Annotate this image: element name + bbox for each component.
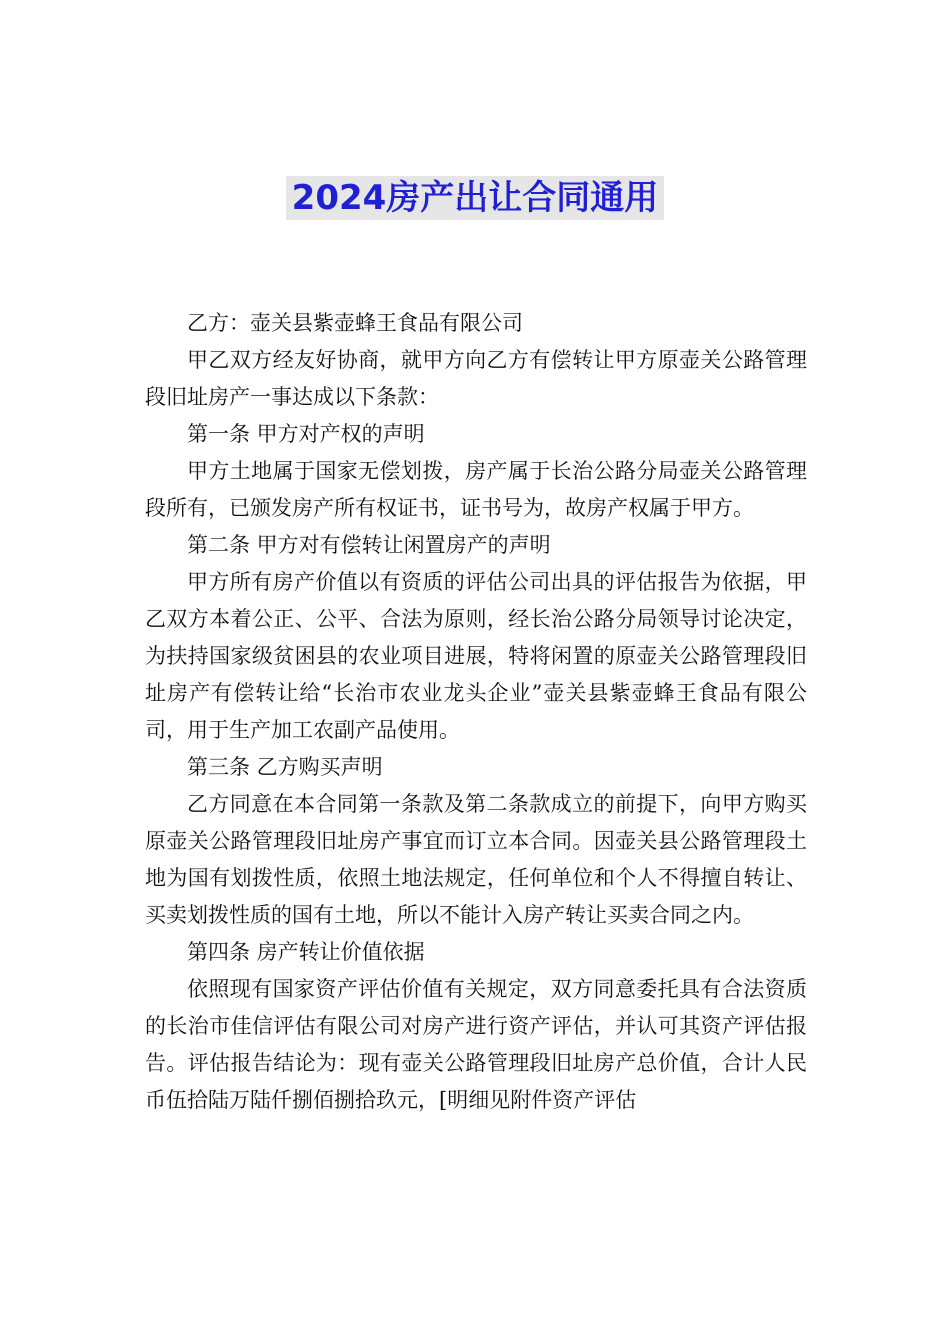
article-3-heading: 第三条 乙方购买声明	[187, 755, 383, 779]
article-1-heading: 第一条 甲方对产权的声明	[187, 422, 425, 446]
document-body	[145, 305, 807, 1119]
title-container	[0, 176, 950, 220]
article-3-body: 乙方同意在本合同第一条款及第二条款成立的前提下，向甲方购买原壶关公路管理段旧址房产事宜而订立本合同。因壶关县公路管理段土地为国有划拨性质，依照土地法规定，任何单位和个人不得擅自转让、买卖划拨性质的国有土地，所以不能计入房产转让买卖合同之内。	[145, 792, 807, 927]
article-1-body: 甲方土地属于国家无偿划拨，房产属于长治公路分局壶关公路管理段所有，已颁发房产所有权证书，证书号为，故房产权属于甲方。	[145, 459, 807, 520]
article-2-heading: 第二条 甲方对有偿转让闲置房产的声明	[187, 533, 551, 557]
preamble-paragraph: 甲乙双方经友好协商，就甲方向乙方有偿转让甲方原壶关公路管理段旧址房产一事达成以下条款：	[145, 348, 807, 409]
article-4-heading: 第四条 房产转让价值依据	[187, 940, 425, 964]
document-title: 2024房产出让合同通用	[286, 176, 665, 220]
party-b-line: 乙方：壶关县紫壶蜂王食品有限公司	[187, 311, 523, 335]
article-4-body: 依照现有国家资产评估价值有关规定，双方同意委托具有合法资质的长治市佳信评估有限公司对房产进行资产评估，并认可其资产评估报告。评估报告结论为：现有壶关公路管理段旧址房产总价值，合计人民币伍拾陆万陆仟捌佰捌拾玖元，[明细见附件资产评估	[145, 977, 807, 1112]
article-2-body: 甲方所有房产价值以有资质的评估公司出具的评估报告为依据，甲乙双方本着公正、公平、合法为原则，经长治公路分局领导讨论决定，为扶持国家级贫困县的农业项目进展，特将闲置的原壶关公路管理段旧址房产有偿转让给“长治市农业龙头企业”壶关县紫壶蜂王食品有限公司，用于生产加工农副产品使用。	[145, 570, 807, 742]
